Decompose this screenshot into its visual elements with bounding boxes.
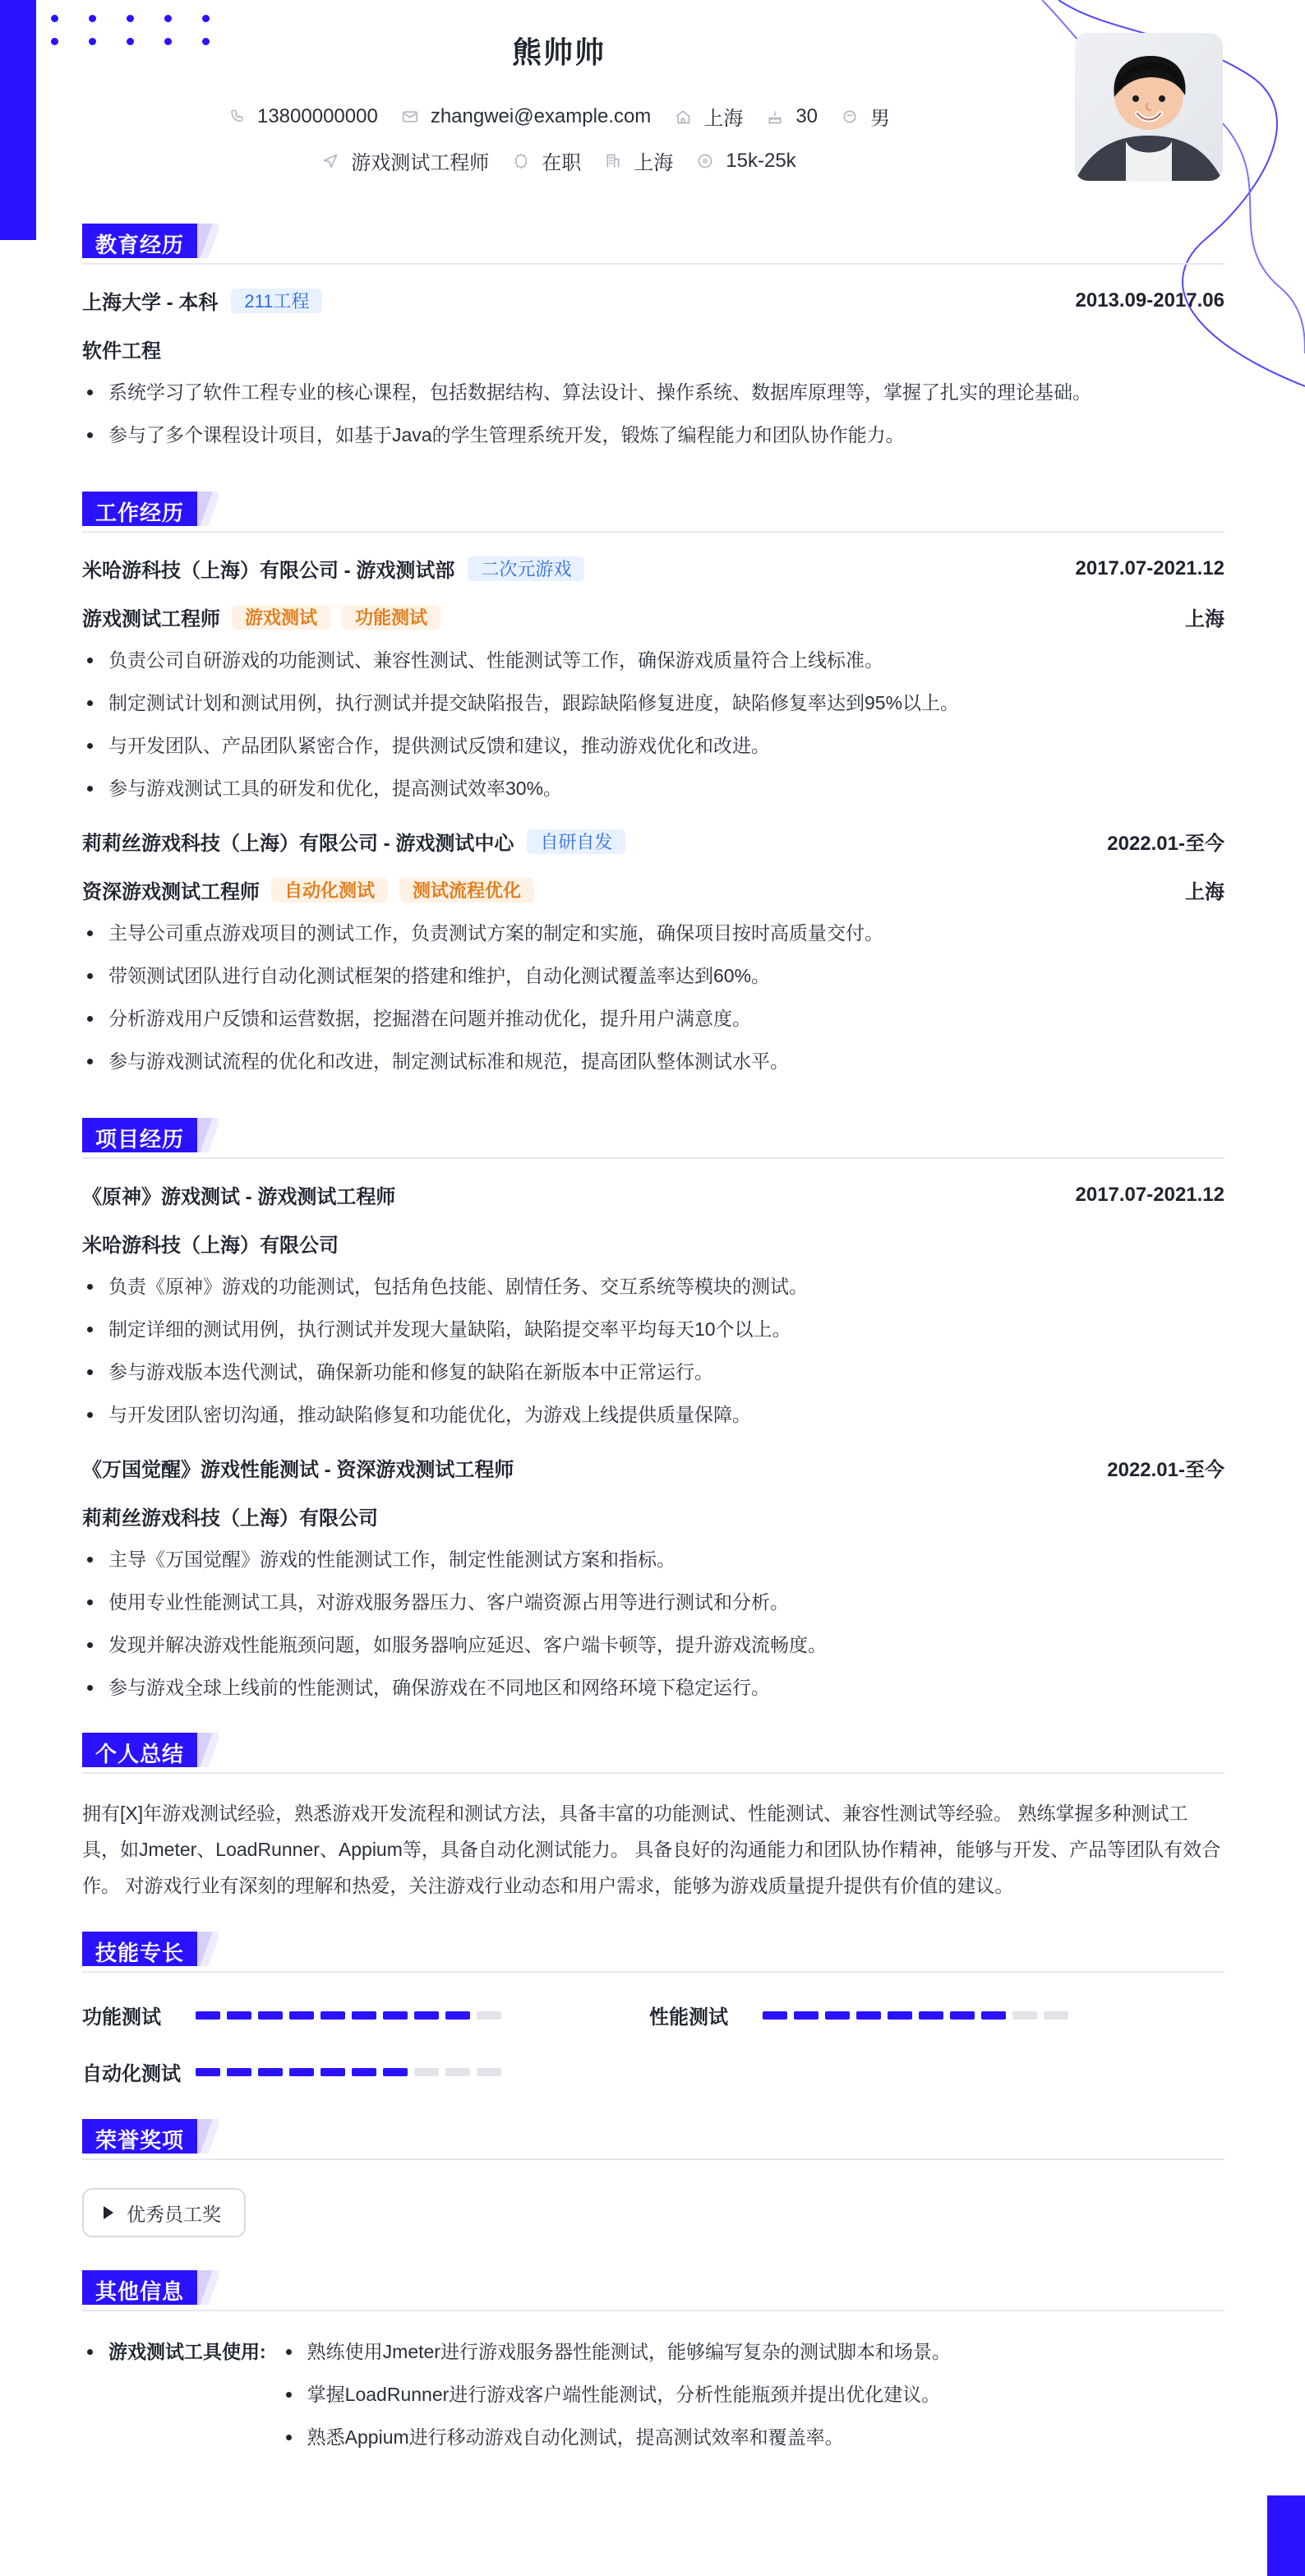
project-company-row <box>82 1229 1224 1258</box>
home-icon <box>674 108 692 126</box>
project-date: 2022.01-至今 <box>1107 1459 1224 1481</box>
skill-level-segment-filled <box>763 2011 787 2020</box>
section-head-skills <box>82 1932 1224 1973</box>
candidate-name: 熊帅帅 <box>511 35 606 69</box>
education-major: 软件工程 <box>82 340 161 362</box>
job-target-text: 游戏测试工程师 <box>351 152 490 174</box>
work-bullet: 制定测试计划和测试用例，执行测试并提交缺陷报告，跟踪缺陷修复进度，缺陷修复率达到95%以上。 <box>82 689 1224 717</box>
resume-content <box>82 224 1224 2466</box>
work-entry-left <box>82 827 625 856</box>
work-entry-row <box>82 827 1224 856</box>
section-head-projects <box>82 1118 1224 1159</box>
other-bullet: 熟悉Appium进行移动游戏自动化测试，提高测试效率和覆盖率。 <box>281 2423 951 2451</box>
send-icon <box>321 152 339 170</box>
section-title-summary: 个人总结 <box>82 1733 197 1767</box>
skill-level-segment-empty <box>477 2011 501 2020</box>
project-bullet: 主导《万国觉醒》游戏的性能测试工作，制定性能测试方案和指标。 <box>82 1545 1224 1573</box>
project-bullet: 使用专业性能测试工具，对游戏服务器压力、客户端资源占用等进行测试和分析。 <box>82 1588 1224 1616</box>
project-title-line: 《原神》游戏测试 - 游戏测试工程师 <box>82 1186 396 1208</box>
project-entry-left <box>82 1453 514 1482</box>
contact-phone <box>228 102 378 131</box>
section-other <box>82 2270 1224 2466</box>
education-entry-left <box>82 286 322 315</box>
section-summary <box>82 1733 1224 1904</box>
education-major-row <box>82 335 1224 363</box>
education-bullets <box>82 378 1224 449</box>
project-title-line: 《万国觉醒》游戏性能测试 - 资深游戏测试工程师 <box>82 1459 514 1481</box>
skill-level-segment-filled <box>445 2011 470 2020</box>
job-salary-text: 15k-25k <box>726 149 796 172</box>
section-title-education: 教育经历 <box>82 224 197 258</box>
contact-home <box>674 102 743 131</box>
project-date: 2017.07-2021.12 <box>1075 1183 1224 1206</box>
work-bullet: 参与游戏测试流程的优化和改进，制定测试标准和规范，提高团队整体测试水平。 <box>82 1047 1224 1075</box>
project-company: 莉莉丝游戏科技（上海）有限公司 <box>82 1507 378 1530</box>
skill-level-segment-filled <box>383 2011 408 2020</box>
award-text: 优秀员工奖 <box>127 2203 221 2225</box>
work-company-tag: 二次元游戏 <box>468 556 584 581</box>
project-bullets <box>82 1272 1224 1429</box>
work-company-line: 米哈游科技（上海）有限公司 - 游戏测试部 <box>82 560 455 582</box>
section-title-awards: 荣誉奖项 <box>82 2119 197 2154</box>
cake-icon <box>766 108 784 126</box>
other-bullet: 熟练使用Jmeter进行游戏服务器性能测试，能够编写复杂的测试脚本和场景。 <box>281 2338 951 2366</box>
section-head-summary <box>82 1733 1224 1774</box>
work-bullet: 参与游戏测试工具的研发和优化，提高测试效率30%。 <box>82 774 1224 802</box>
decorative-bottom-right-block <box>1267 2495 1305 2576</box>
project-bullet: 参与游戏版本迭代测试，确保新功能和修复的缺陷在新版本中正常运行。 <box>82 1358 1224 1386</box>
section-work <box>82 492 1224 1075</box>
skill-level-segment-filled <box>919 2011 943 2020</box>
work-role-row <box>82 602 1224 631</box>
skill-item <box>82 2057 649 2086</box>
skill-level-segment-filled <box>320 2011 345 2020</box>
section-awards <box>82 2119 1224 2237</box>
skill-level-bar <box>196 2068 501 2076</box>
skill-level-segment-filled <box>227 2011 251 2020</box>
work-bullet: 分析游戏用户反馈和运营数据，挖掘潜在问题并推动优化，提升用户满意度。 <box>82 1004 1224 1032</box>
age-text: 30 <box>795 104 819 127</box>
skill-name: 功能测试 <box>82 2006 161 2029</box>
skill-level-bar <box>196 2011 501 2020</box>
work-role-row <box>82 875 1224 904</box>
section-projects <box>82 1118 1224 1701</box>
section-education <box>82 224 1224 449</box>
work-role-tag: 测试流程优化 <box>399 878 534 903</box>
education-bullet: 参与了多个课程设计项目，如基于Java的学生管理系统开发，锻炼了编程能力和团队协作能力。 <box>82 421 1224 449</box>
section-title-work: 工作经历 <box>82 492 197 526</box>
work-role: 游戏测试工程师 <box>82 608 220 630</box>
project-company: 米哈游科技（上海）有限公司 <box>82 1235 339 1257</box>
status-icon <box>512 152 530 170</box>
contact-gender <box>841 102 890 131</box>
project-entry-left <box>82 1180 395 1209</box>
work-company-tag: 自研自发 <box>527 829 625 854</box>
skill-item <box>82 2001 649 2029</box>
play-icon <box>104 2206 113 2219</box>
education-school-line: 上海大学 - 本科 <box>82 292 219 314</box>
work-entry-row <box>82 554 1224 583</box>
skill-level-segment-filled <box>383 2068 408 2076</box>
job-salary <box>696 146 795 175</box>
skill-level-segment-filled <box>289 2011 314 2020</box>
work-company-line: 莉莉丝游戏科技（上海）有限公司 - 游戏测试中心 <box>82 833 514 855</box>
avatar <box>1075 33 1223 181</box>
skill-name: 自动化测试 <box>82 2063 181 2085</box>
other-bullets <box>281 2338 951 2466</box>
project-bullet: 发现并解决游戏性能瓶颈问题，如服务器响应延迟、客户端卡顿等，提升游戏流畅度。 <box>82 1631 1224 1659</box>
education-bullet: 系统学习了软件工程专业的核心课程，包括数据结构、算法设计、操作系统、数据库原理等，掌握了扎实的理论基础。 <box>82 378 1224 406</box>
project-bullet: 负责《原神》游戏的功能测试，包括角色技能、剧情任务、交互系统等模块的测试。 <box>82 1272 1224 1300</box>
building-icon <box>604 152 622 170</box>
phone-text: 13800000000 <box>256 104 378 127</box>
gender-icon <box>841 108 859 126</box>
phone-icon <box>228 108 246 126</box>
job-status-text: 在职 <box>542 152 582 174</box>
skill-level-segment-filled <box>888 2011 912 2020</box>
skill-level-segment-filled <box>825 2011 850 2020</box>
skill-level-segment-filled <box>981 2011 1006 2020</box>
job-location-text: 上海 <box>634 152 674 174</box>
skill-level-segment-filled <box>352 2011 376 2020</box>
contact-row-1 <box>0 102 1118 131</box>
section-head-work <box>82 492 1224 533</box>
work-location: 上海 <box>1185 608 1224 630</box>
skill-level-segment-filled <box>794 2011 819 2020</box>
gender-text: 男 <box>870 108 891 130</box>
education-tag: 211工程 <box>231 289 322 313</box>
section-head-other <box>82 2270 1224 2311</box>
work-bullet: 带领测试团队进行自动化测试框架的搭建和维护，自动化测试覆盖率达到60%。 <box>82 962 1224 990</box>
skill-level-segment-filled <box>196 2068 220 2076</box>
skill-name: 性能测试 <box>649 2006 728 2029</box>
skill-level-segment-filled <box>856 2011 881 2020</box>
skill-level-segment-filled <box>352 2068 376 2076</box>
work-role-tag: 功能测试 <box>342 605 440 630</box>
work-entry-left <box>82 554 584 583</box>
contact-age <box>766 102 818 131</box>
award-item <box>82 2188 246 2237</box>
project-bullet: 参与游戏全球上线前的性能测试，确保游戏在不同地区和网络环境下稳定运行。 <box>82 1673 1224 1701</box>
work-role-left <box>82 602 440 631</box>
contact-row-2 <box>0 146 1118 175</box>
money-icon <box>696 152 714 170</box>
other-label: 游戏测试工具使用: <box>82 2338 266 2466</box>
section-title-projects: 项目经历 <box>82 1118 197 1152</box>
project-company-row <box>82 1502 1224 1530</box>
project-bullet: 制定详细的测试用例，执行测试并发现大量缺陷，缺陷提交率平均每天10个以上。 <box>82 1315 1224 1343</box>
work-bullets <box>82 919 1224 1075</box>
work-date: 2017.07-2021.12 <box>1075 556 1224 579</box>
work-role-tag: 自动化测试 <box>271 878 388 903</box>
work-bullets <box>82 646 1224 802</box>
skill-level-segment-filled <box>320 2068 345 2076</box>
email-text: zhangwei@example.com <box>430 104 652 127</box>
section-title-skills: 技能专长 <box>82 1932 197 1966</box>
education-date: 2013.09-2017.06 <box>1075 289 1224 312</box>
project-bullet: 与开发团队密切沟通，推动缺陷修复和功能优化，为游戏上线提供质量保障。 <box>82 1401 1224 1429</box>
skill-level-segment-filled <box>196 2011 220 2020</box>
skill-level-segment-filled <box>258 2068 283 2076</box>
skill-level-segment-filled <box>414 2011 439 2020</box>
work-bullet: 负责公司自研游戏的功能测试、兼容性测试、性能测试等工作，确保游戏质量符合上线标准。 <box>82 646 1224 674</box>
skill-level-segment-filled <box>289 2068 314 2076</box>
education-entry-row <box>82 286 1224 315</box>
work-location: 上海 <box>1185 881 1224 903</box>
contact-email <box>401 102 652 131</box>
skill-level-segment-empty <box>1044 2011 1068 2020</box>
skill-level-segment-filled <box>258 2011 283 2020</box>
skill-level-bar <box>763 2011 1068 2020</box>
skill-level-segment-empty <box>477 2068 501 2076</box>
work-role: 资深游戏测试工程师 <box>82 881 260 903</box>
other-info <box>82 2338 1224 2466</box>
skill-item <box>649 2001 1216 2029</box>
work-role-left <box>82 875 534 904</box>
job-status <box>512 146 581 175</box>
skill-level-segment-filled <box>227 2068 251 2076</box>
skills-grid <box>82 2001 1224 2086</box>
work-date: 2022.01-至今 <box>1107 833 1224 855</box>
section-title-other: 其他信息 <box>82 2270 197 2305</box>
awards-list <box>82 2188 1224 2237</box>
section-skills <box>82 1932 1224 2086</box>
section-head-education <box>82 224 1224 265</box>
project-bullets <box>82 1545 1224 1701</box>
work-bullet: 主导公司重点游戏项目的测试工作，负责测试方案的制定和实施，确保项目按时高质量交付。 <box>82 919 1224 947</box>
avatar-illustration <box>1075 33 1223 181</box>
skill-level-segment-empty <box>1012 2011 1037 2020</box>
project-entry-row <box>82 1453 1224 1482</box>
resume-header <box>0 0 1305 222</box>
project-entry-row <box>82 1180 1224 1209</box>
skill-level-segment-empty <box>414 2068 439 2076</box>
summary-text: 拥有[X]年游戏测试经验，熟悉游戏开发流程和测试方法，具备丰富的功能测试、性能测试、兼容性测试等经验。 熟练掌握多种测试工具，如Jmeter、LoadRunner、Appium等，具备自动化测试能力。 具备良好的沟通能力和团队协作精神，能够与开发、产品等团队有效合作。 对游戏行业有深刻的理解和热爱，关注游戏行业动态和用户需求，能够为游戏质量提升提供有价值的建议。 <box>82 1803 1221 1896</box>
skill-level-segment-empty <box>445 2068 470 2076</box>
work-role-tag: 游戏测试 <box>232 605 330 630</box>
skill-level-segment-filled <box>950 2011 975 2020</box>
job-target <box>321 146 489 175</box>
home-text: 上海 <box>703 108 744 130</box>
mail-icon <box>401 108 419 126</box>
job-location <box>604 146 673 175</box>
other-bullet: 掌握LoadRunner进行游戏客户端性能测试，分析性能瓶颈并提出优化建议。 <box>281 2380 951 2408</box>
section-head-awards <box>82 2119 1224 2160</box>
work-bullet: 与开发团队、产品团队紧密合作，提供测试反馈和建议，推动游戏优化和改进。 <box>82 732 1224 759</box>
